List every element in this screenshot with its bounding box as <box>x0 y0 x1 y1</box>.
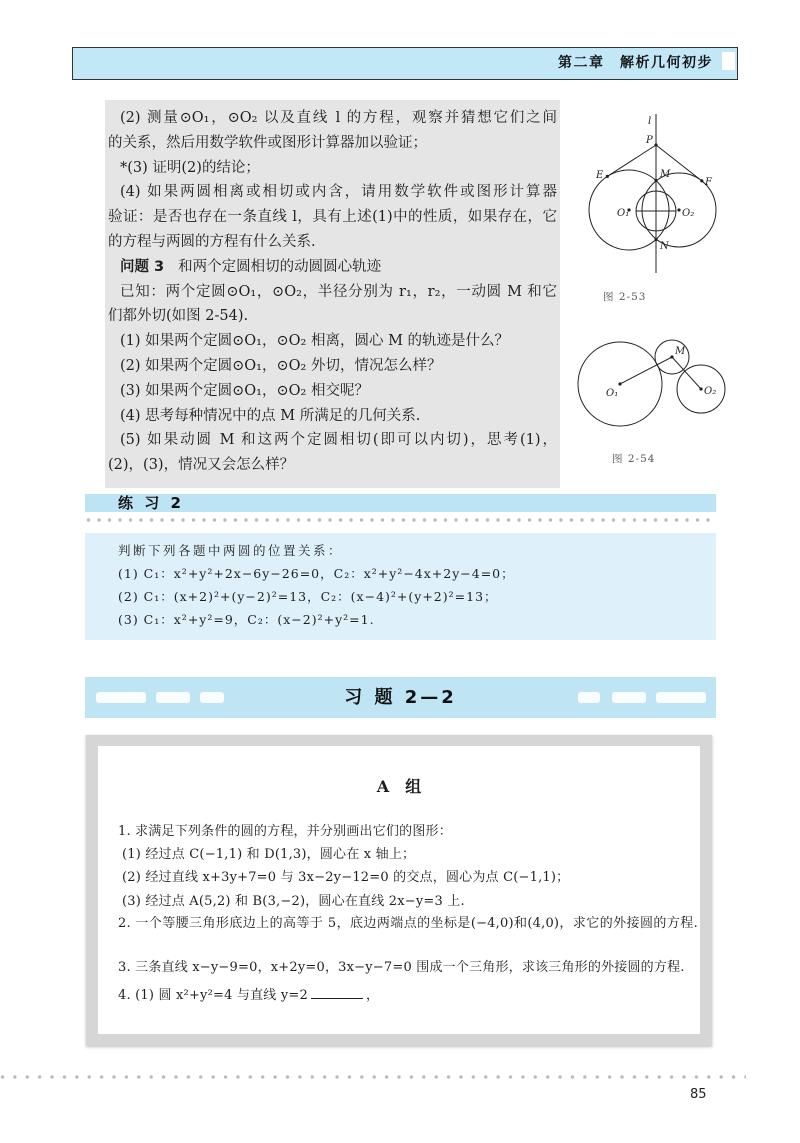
exercise-banner <box>85 677 716 718</box>
footer-dotted-line <box>0 1074 746 1080</box>
point-f <box>700 179 703 182</box>
point-m <box>670 355 673 358</box>
exercise-problem-2: 2. 一个等腰三角形底边上的高等于 5，底边两端点的坐标是(−4,0)和(4,0)，求它的外接圆的方程. <box>118 916 698 931</box>
point-o1 <box>618 382 621 385</box>
problem3-title: 和两个定圆相切的动圆圆心轨迹 <box>178 258 382 275</box>
exercise-problem-1: 1. 求满足下列条件的圆的方程，并分别画出它们的图形： <box>118 824 452 839</box>
label-m: M <box>675 346 686 357</box>
inquiry-line: (4) 如果两圆相离或相切或内含，请用数学软件或图形计算器 <box>120 184 557 201</box>
inquiry-line: (2) 测量⊙O₁，⊙O₂ 以及直线 l 的方程，观察并猜想它们之间 <box>120 110 557 126</box>
problem3-label: 问题 3 <box>120 258 165 275</box>
exercise-title: 习 题 2—2 <box>344 687 457 708</box>
label-o2: O₂ <box>682 208 695 219</box>
label-p: P <box>646 135 653 146</box>
point-e <box>606 175 609 178</box>
problem3-line: (5) 如果动圆 M 和这两个定圆相切(即可以内切)，思考(1)， <box>120 432 557 449</box>
chapter-tab-marker <box>722 52 735 70</box>
exercise-problem-3: 3. 三条直线 x−y−9=0，x+2y=0，3x−y−7=0 围成一个三角形，求该三角形的外接圆的方程. <box>118 960 685 975</box>
chapter-header <box>72 47 738 80</box>
practice-header <box>85 494 716 512</box>
label-f: F <box>705 177 712 188</box>
label-e: E <box>596 170 604 181</box>
inquiry-line: *(3) 证明(2)的结论； <box>120 159 260 176</box>
point-p <box>654 143 657 146</box>
figure-2-53 <box>582 110 722 275</box>
practice-item: (3) C₁：x²+y²=9，C₂：(x−2)²+y²=1. <box>118 612 375 628</box>
tangent-p-e <box>607 145 656 176</box>
exercise-problem-1-part: (3) 经过点 A(5,2) 和 B(3,−2)，圆心在直线 2x−y=3 上. <box>122 894 465 909</box>
problem3-line: (2) 如果两个定圆⊙O₁，⊙O₂ 外切，情况怎么样？ <box>120 357 442 374</box>
problem3-line: (1) 如果两个定圆⊙O₁，⊙O₂ 相离，圆心 M 的轨迹是什么？ <box>120 333 510 350</box>
inquiry-line: 验证：是否也存在一条直线 l，具有上述(1)中的性质，如果存在，它 <box>108 209 557 226</box>
practice-box <box>85 533 716 640</box>
practice-item: (2) C₁：(x+2)²+(y−2)²=13，C₂：(x−4)²+(y+2)²=13； <box>118 589 498 605</box>
point-n <box>654 238 657 241</box>
answer-blank <box>311 984 363 999</box>
exercise-problem-1-part: (1) 经过点 C(−1,1) 和 D(1,3)，圆心在 x 轴上； <box>122 847 416 862</box>
inquiry-box <box>105 100 560 488</box>
exercise-problem-4 <box>118 984 379 1004</box>
problem3-line: (2)，(3)，情况又会怎么样？ <box>108 457 295 474</box>
group-a-heading: A 组 <box>376 777 422 796</box>
label-o1: O₁ <box>606 388 619 399</box>
point-m <box>654 179 657 182</box>
problem3-line: 已知：两个定圆⊙O₁，⊙O₂，半径分别为 r₁，r₂，一动圆 M 和它 <box>120 283 557 300</box>
dotted-divider <box>86 517 716 523</box>
label-n: N <box>660 241 669 252</box>
exercise-content <box>98 746 700 1034</box>
label-o2: O₂ <box>704 386 717 397</box>
figure-2-53-caption: 图 2-53 <box>603 291 647 303</box>
page-number: 85 <box>690 1087 707 1102</box>
point-o2 <box>699 387 702 390</box>
problem3-line: (4) 思考每种情况中的点 M 所满足的几何关系. <box>120 407 421 424</box>
exercise-problem-1-part: (2) 经过直线 x+3y+7=0 与 3x−2y−12=0 的交点，圆心为点 C(−1,1)； <box>122 870 570 885</box>
label-o1: O₁ <box>617 208 630 219</box>
label-l: l <box>648 116 652 127</box>
inquiry-line: 的关系，然后用数学软件或图形计算器加以验证； <box>108 134 427 151</box>
problem3-heading <box>108 255 557 280</box>
problem3-line: 们都外切(如图 2-54). <box>108 308 249 325</box>
point-o2 <box>677 208 680 211</box>
inquiry-line: 的方程与两圆的方程有什么关系. <box>108 233 316 250</box>
problem-4-punct: ， <box>365 988 380 1003</box>
exercise-frame <box>86 735 712 1046</box>
problem3-line: (3) 如果两个定圆⊙O₁，⊙O₂ 相交呢？ <box>120 382 369 399</box>
practice-title: 练 习 2 <box>118 494 184 512</box>
figure-2-54 <box>575 338 727 433</box>
label-m: M <box>660 169 671 180</box>
problem-4-stem: 4. (1) 圆 x²+y²=4 与直线 y=2 <box>118 988 308 1003</box>
figure-2-54-caption: 图 2-54 <box>612 453 656 465</box>
practice-item: (1) C₁：x²+y²+2x−6y−26=0，C₂：x²+y²−4x+2y−4=0； <box>118 565 515 581</box>
chapter-title: 第二章 解析几何初步 <box>558 55 713 71</box>
practice-prompt: 判断下列各题中两圆的位置关系： <box>118 542 344 558</box>
